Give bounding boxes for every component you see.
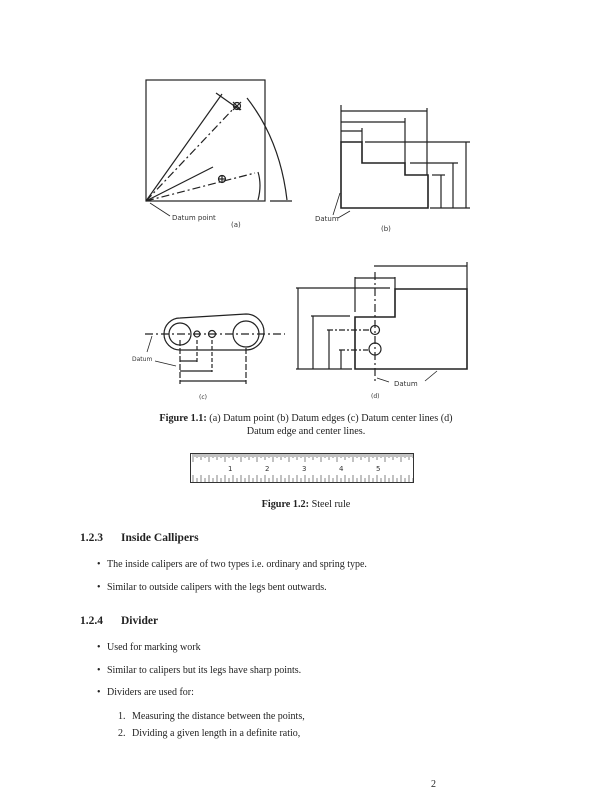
- section-heading-divider: [80, 615, 158, 627]
- label-datum-c: Datum: [132, 356, 153, 363]
- list-item-text: Used for marking work: [107, 642, 201, 653]
- list-item-text: The inside calipers are of two types i.e. ordinary and spring type.: [107, 559, 367, 570]
- section-title: Inside Callipers: [121, 532, 199, 544]
- figure-1-1-caption-label: Figure 1.1:: [159, 413, 207, 424]
- item-text: Measuring the distance between the points,: [132, 711, 305, 722]
- figure-1-2-caption-text: Steel rule: [311, 499, 351, 510]
- panel-label-a: (a): [231, 221, 241, 229]
- list-item-text: Similar to calipers but its legs have sharp points.: [107, 665, 302, 676]
- svg-text:5: 5: [376, 465, 381, 473]
- svg-text:1: 1: [228, 465, 233, 473]
- list-item: [97, 559, 367, 570]
- list-item-text: Dividers are used for:: [107, 687, 194, 698]
- list-item: [97, 642, 201, 653]
- list-item: [97, 665, 301, 676]
- section-number: 1.2.4: [80, 615, 103, 627]
- page-number: 2: [431, 779, 436, 790]
- item-number: 1.: [118, 711, 126, 722]
- figure-1-1-caption-text: (a) Datum point (b) Datum edges (c) Datum center lines (d): [209, 413, 453, 424]
- ruler-ticks: [191, 454, 413, 482]
- svg-text:2: 2: [265, 465, 270, 473]
- bullet-icon: •: [97, 642, 101, 653]
- list-item: [97, 687, 194, 698]
- numbered-item: [118, 711, 305, 722]
- section-heading-inside-callipers: [80, 532, 199, 544]
- panel-label-b: (b): [381, 225, 391, 233]
- bullet-icon: •: [97, 665, 101, 676]
- label-datum-d: Datum: [394, 380, 418, 388]
- figure-1-2-caption: [100, 498, 512, 511]
- figure-1-1-caption: [100, 412, 512, 438]
- numbered-item: [118, 728, 300, 739]
- figure-1-1-caption-text-line2: Datum edge and center lines.: [246, 426, 366, 437]
- section-number: 1.2.3: [80, 532, 103, 544]
- label-datum-point: Datum point: [172, 214, 216, 222]
- svg-text:4: 4: [339, 465, 344, 473]
- list-item: [97, 582, 327, 593]
- svg-text:3: 3: [302, 465, 307, 473]
- panel-label-d: (d): [371, 393, 380, 400]
- item-text: Dividing a given length in a definite ratio,: [132, 728, 301, 739]
- section-title: Divider: [121, 615, 159, 627]
- steel-rule-figure: [190, 453, 414, 483]
- bullet-icon: •: [97, 559, 101, 570]
- bullet-icon: •: [97, 582, 101, 593]
- item-number: 2.: [118, 728, 126, 739]
- figure-1-2-caption-label: Figure 1.2:: [261, 499, 310, 510]
- panel-label-c: (c): [199, 394, 207, 401]
- bullet-icon: •: [97, 687, 101, 698]
- list-item-text: Similar to outside calipers with the legs bent outwards.: [107, 582, 327, 593]
- label-datum-b: Datum: [315, 215, 339, 223]
